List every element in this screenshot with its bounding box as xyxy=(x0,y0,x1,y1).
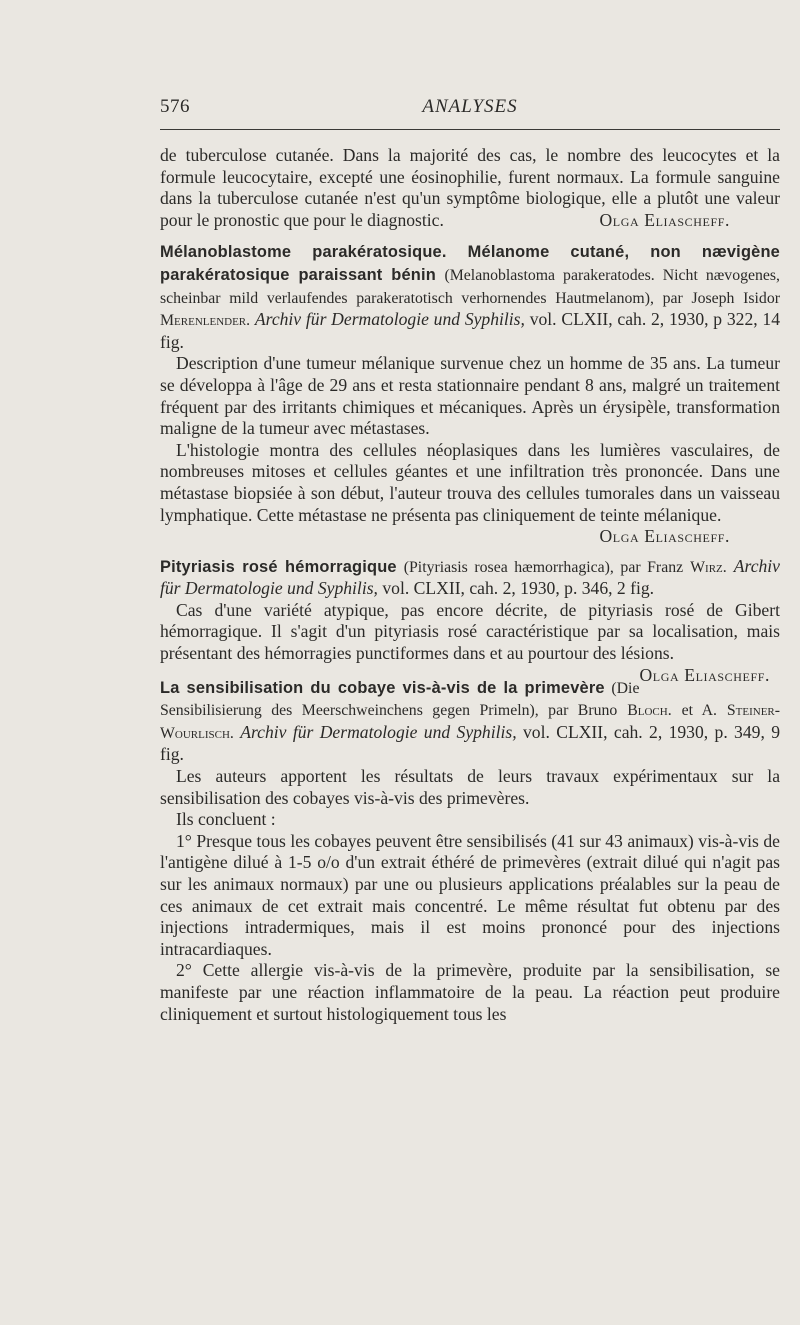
entry-reference-mid: et A. xyxy=(681,702,717,720)
running-title: ANALYSES xyxy=(422,96,518,117)
entry-journal: Archiv für Dermatologie und Syphilis, xyxy=(240,721,517,742)
entry-author: Bloch. xyxy=(627,702,672,720)
entry-reference: (Melanoblastoma parakeratodes. Nicht nævogenes, scheinbar mild verlaufendes parakeratotisch verhornendes Hautmelanom), par Joseph Isidor xyxy=(160,266,781,307)
entry-title: Pityriasis rosé hémorragique xyxy=(160,557,397,576)
entry-signature: Olga Eliascheff. xyxy=(639,664,770,685)
entry-author: Steiner-Wourlisch. xyxy=(160,702,781,742)
entry-reference: (Pityriasis rosea hæmorrhagica), par Franz xyxy=(403,558,684,576)
entry-title: Mélanoblastome parakératosique. Mélanome cutané, non nævigène parakératosique paraissant bénin xyxy=(160,243,780,284)
entry-paragraph: Les auteurs apportent les résultats de leurs travaux expérimentaux sur la sensibilisation des cobayes vis-à-vis des primevères. xyxy=(160,766,780,808)
body-text xyxy=(160,145,780,1025)
header-rule xyxy=(160,129,780,130)
entry-title: La sensibilisation du cobaye vis-à-vis de la primevère xyxy=(160,678,605,697)
entry-reference: (Die Sensibilisierung des Meerschweinchens gegen Primeln), par Bruno xyxy=(160,679,640,720)
entry-journal: Archiv für Dermatologie und Syphilis, xyxy=(254,309,525,330)
entry-paragraph: Description d'une tumeur mélanique survenue chez un homme de 35 ans. La tumeur se développa à l'âge de 29 ans et resta stationnaire pendant 8 ans, malgré un traitement fréquent par des irritants chimiques et mécaniques. Après un érysipèle, transformation maligne de la tumeur avec métastases. xyxy=(160,353,780,439)
entry-signature: Olga Eliascheff. xyxy=(599,526,730,547)
entry-heading xyxy=(160,241,780,353)
entry-heading xyxy=(160,556,780,600)
page-number: 576 xyxy=(160,96,190,117)
entry-reference-tail: vol. CLXII, cah. 2, 1930, p. 349, 9 fig. xyxy=(160,721,780,765)
entry-paragraph: Cas d'une variété atypique, pas encore décrite, de pityriasis rosé de Gibert hémorragique. Il s'agit d'un pityriasis rosé caractéristique par sa localisation, mais présentant des hémorragies punctiformes dans et au pourtour des lésions. Olga Eliascheff. xyxy=(160,599,780,685)
abstract-entry xyxy=(160,241,780,547)
running-head xyxy=(160,96,780,122)
entry-journal: Archiv für Dermatologie und Syphilis, xyxy=(160,555,780,599)
entry-reference-tail: vol. CLXII, cah. 2, 1930, p 322, 14 fig. xyxy=(160,309,780,352)
entry-reference-tail: vol. CLXII, cah. 2, 1930, p. 346, 2 fig. xyxy=(382,578,655,599)
abstract-entry xyxy=(160,677,780,1026)
entry-paragraph: Ils concluent : xyxy=(176,809,276,830)
continuation-signature: Olga Eliascheff. xyxy=(599,209,730,230)
continuation-paragraph: de tuberculose cutanée. Dans la majorité des cas, le nombre des leucocytes et la formule leucocytaire, excepté une éosinophilie, furent normaux. La formule sanguine dans la tuberculose cutanée n'est qu'un symptôme biologique, elle a plutôt une valeur pour le pronostic que pour le diagnostic. Olga Eliascheff. xyxy=(160,145,780,230)
entry-author: Wirz. xyxy=(690,558,727,576)
entry-paragraph: 1° Presque tous les cobayes peuvent être sensibilisés (41 sur 43 animaux) vis-à-vis de l'antigène dilué à 1-5 o/o d'un extrait éthéré de primevères (extrait dilué qui n'agit pas sur les animaux normaux) par une ou plusieurs applications préalables sur la peau de ces animaux de cet extrait mais concentré. Le même résultat fut obtenu par des injections intradermiques, mais il est moins prononcé pour des injections intracardiaques. xyxy=(160,830,780,959)
abstract-entry xyxy=(160,555,780,685)
entry-paragraph: 2° Cette allergie vis-à-vis de la primevère, produite par la sensibilisation, se manifeste par une réaction inflammatoire de la peau. La réaction peut produire cliniquement et surtout histologiquement tous les xyxy=(160,960,780,1024)
entry-heading xyxy=(160,677,780,766)
entry-author: Merenlender. xyxy=(160,312,251,330)
entry-paragraph: L'histologie montra des cellules néoplasiques dans les lumières vasculaires, de nombreuses mitoses et cellules géantes et une infiltration très prononcée. Dans une métastase biopsiée à son début, l'auteur trouva des cellules tumorales dans un vaisseau lymphatique. Cette métastase ne présenta pas cliniquement de teinte mélanique. xyxy=(160,439,780,525)
